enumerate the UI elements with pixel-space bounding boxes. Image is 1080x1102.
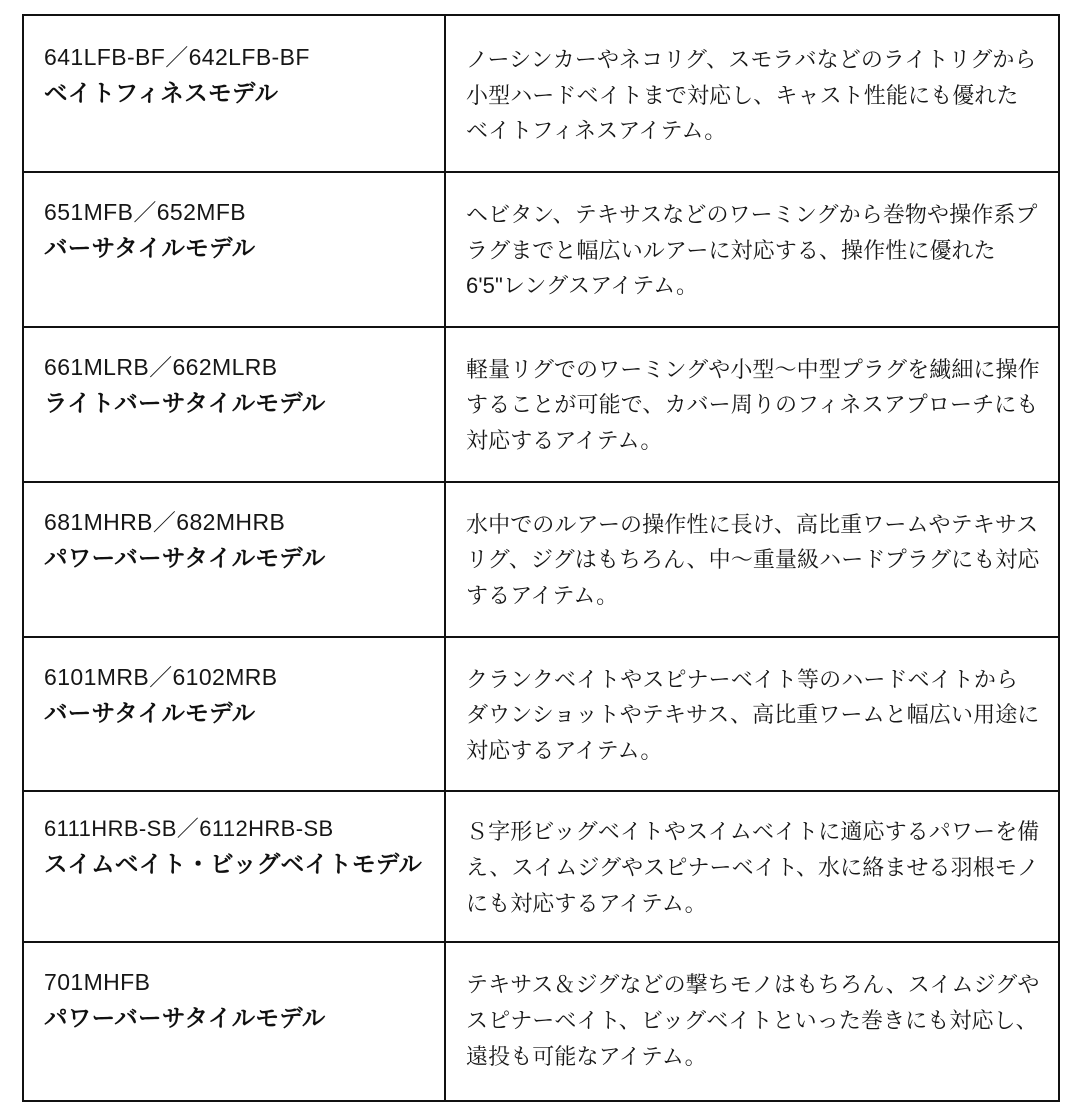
model-code: 641LFB-BF／642LFB-BF — [44, 44, 310, 70]
model-description: ヘビタン、テキサスなどのワーミングから巻物や操作系プラグまでと幅広いルアーに対応する、操作性に優れた6'5"レングスアイテム。 — [466, 201, 1038, 299]
table-row — [23, 942, 1059, 1101]
description-cell — [445, 637, 1059, 792]
model-name: ベイトフィネスモデル — [44, 80, 279, 107]
model-name: バーサタイルモデル — [44, 699, 256, 726]
model-cell — [23, 791, 445, 942]
model-cell — [23, 482, 445, 637]
model-cell — [23, 327, 445, 482]
description-cell — [445, 482, 1059, 637]
model-cell — [23, 637, 445, 792]
description-cell — [445, 327, 1059, 482]
table-row — [23, 172, 1059, 327]
model-code: 651MFB／652MFB — [44, 198, 247, 225]
model-cell — [23, 172, 445, 327]
model-code: 6101MRB／6102MRB — [44, 663, 278, 690]
model-description: Ｓ字形ビッグベイトやスイムベイトに適応するパワーを備え、スイムジグやスピナーベイト、水に絡ませる羽根モノにも対応するアイテム。 — [466, 819, 1040, 916]
model-name: バーサタイルモデル — [44, 234, 256, 261]
model-description: テキサス＆ジグなどの撃ちモノはもちろん、スイムジグやスピナーベイト、ビッグベイトといった巻きにも対応し、遠投も可能なアイテム。 — [466, 972, 1040, 1069]
table-row — [23, 482, 1059, 637]
model-name: スイムベイト・ビッグベイトモデル — [44, 851, 423, 878]
model-description: 水中でのルアーの操作性に長け、高比重ワームやテキサスリグ、ジグはもちろん、中〜重量級ハードプラグにも対応するアイテム。 — [466, 511, 1040, 608]
model-code: 6111HRB-SB／6112HRB-SB — [44, 816, 334, 842]
model-name: ライトバーサタイルモデル — [44, 389, 326, 416]
description-cell — [445, 15, 1059, 172]
model-code: 681MHRB／682MHRB — [44, 508, 286, 535]
table-row — [23, 637, 1059, 792]
description-cell — [445, 942, 1059, 1101]
table-row — [23, 791, 1059, 942]
model-code: 661MLRB／662MLRB — [44, 353, 278, 380]
model-spec-table — [22, 14, 1060, 1102]
model-description: ノーシンカーやネコリグ、スモラバなどのライトリグから小型ハードベイトまで対応し、キャスト性能にも優れたベイトフィネスアイテム。 — [466, 47, 1037, 144]
model-code: 701MHFB — [44, 969, 151, 996]
model-description: 軽量リグでのワーミングや小型〜中型プラグを繊細に操作することが可能で、カバー周りのフィネスアプローチにも対応するアイテム。 — [466, 356, 1040, 453]
model-description: クランクベイトやスピナーベイト等のハードベイトからダウンショットやテキサス、高比重ワームと幅広い用途に対応するアイテム。 — [466, 666, 1040, 763]
model-cell — [23, 942, 445, 1101]
description-cell — [445, 791, 1059, 942]
model-cell — [23, 15, 445, 172]
model-name: パワーバーサタイルモデル — [44, 1005, 326, 1032]
table-row — [23, 15, 1059, 172]
model-name: パワーバーサタイルモデル — [44, 544, 326, 571]
table-row — [23, 327, 1059, 482]
description-cell — [445, 172, 1059, 327]
